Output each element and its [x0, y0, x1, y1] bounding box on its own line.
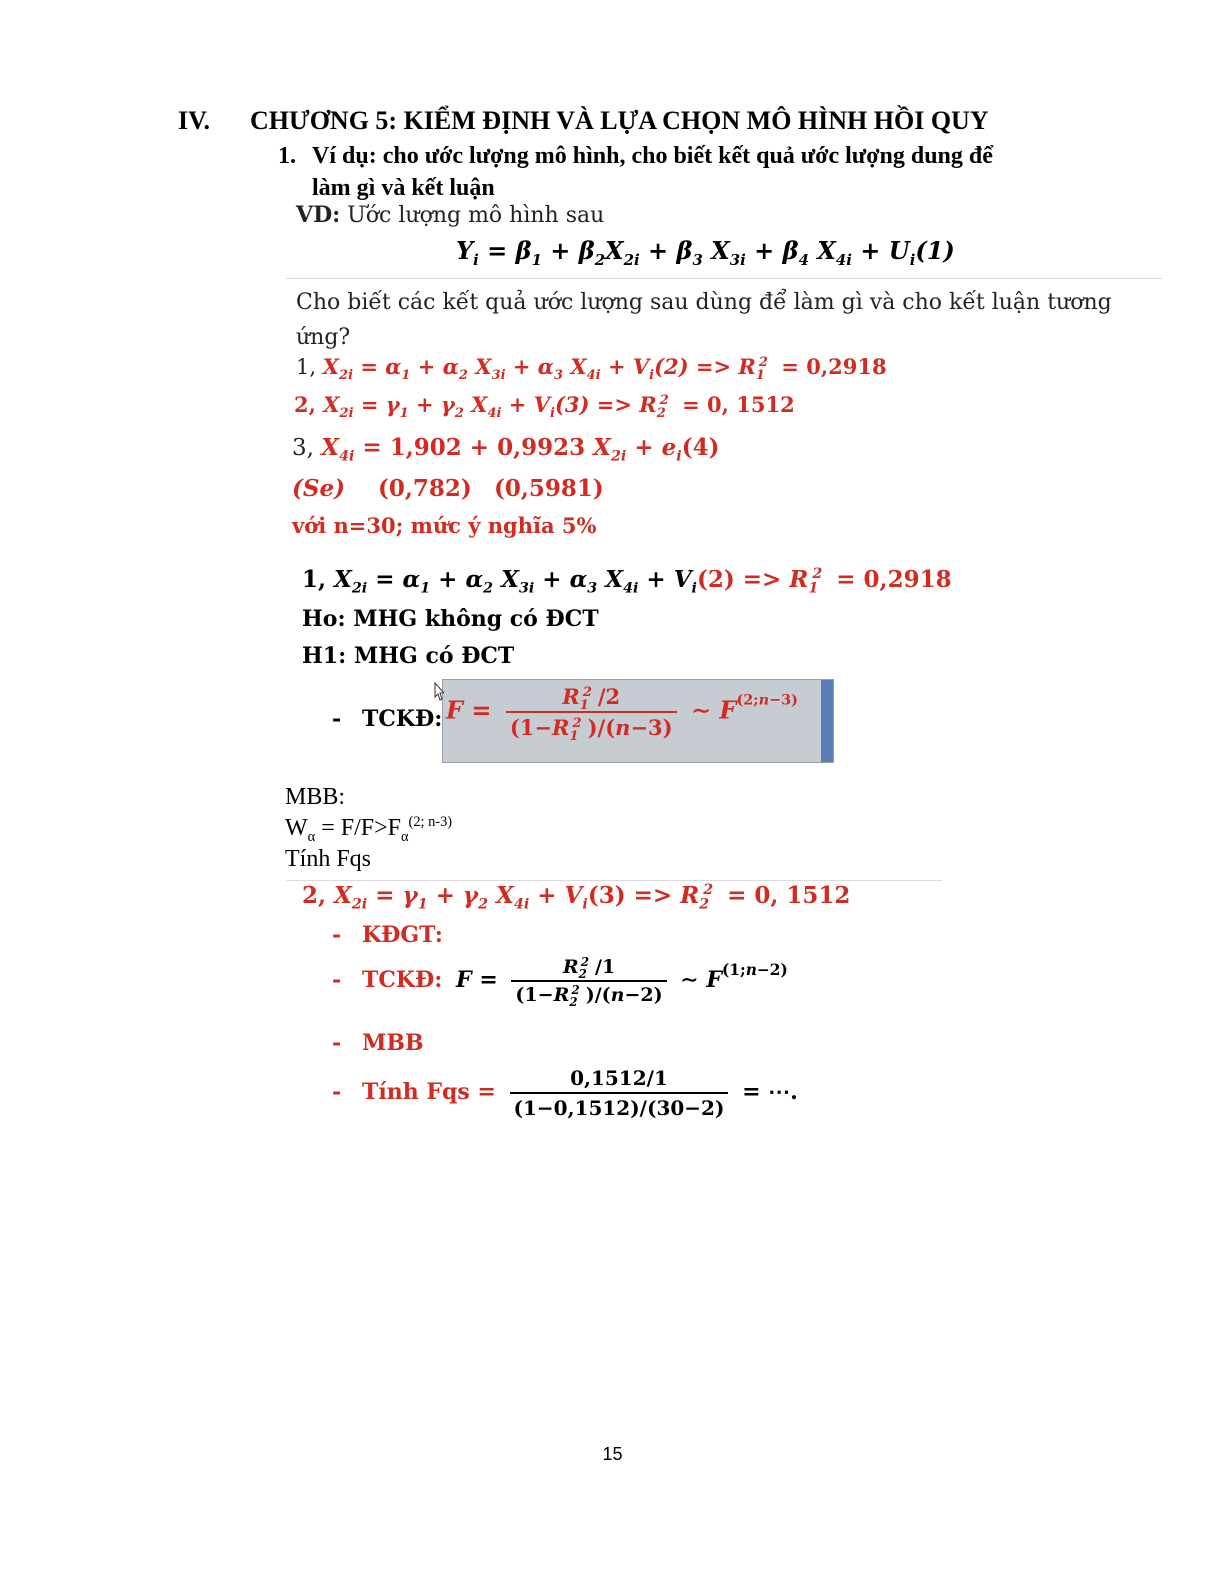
- example-heading: [278, 140, 993, 204]
- se-label: (Se): [292, 475, 346, 502]
- page-number: 15: [602, 1444, 623, 1464]
- mbb-line-2: - MBB: [332, 1030, 424, 1056]
- kdgt-line: - KĐGT:: [332, 922, 443, 948]
- equation-3: 2, $X_{2i} = \gamma_1 + \gamma_2$ $X_{4i} + V_i(3) => R_2^2 = 0$, 1512: [294, 392, 795, 422]
- r1-value: 0,2918: [806, 354, 887, 379]
- f-statistic-formula-1: F = $\frac{R_1^2 /2}{(1-R_1^2 )/(n-3)}$ ∼ $F^{(2;n-3)}$: [446, 684, 798, 745]
- rejection-region: $W_\alpha = F/F>F_\alpha^{(2; n-3)}$: [285, 814, 453, 845]
- item-line-2: làm gì và kết luận: [312, 175, 495, 201]
- divider: [286, 278, 1162, 279]
- hypothesis-h0: Ho: MHG không có ĐCT: [302, 606, 599, 632]
- vd-label: VD:: [296, 202, 341, 228]
- equation-4: 3, $X_{4i} = 1,902 + 0,9923$ $X_{2i} + e_i(4)$: [292, 434, 720, 465]
- tinh-fqs-2-label: Tính Fqs =: [362, 1079, 496, 1105]
- condition: với n=30; mức ý nghĩa 5%: [292, 513, 597, 538]
- wa-w: W: [285, 815, 308, 841]
- item-number: 1.: [278, 143, 296, 169]
- mbb-2-label: MBB: [362, 1030, 424, 1056]
- se-2: (0,5981): [494, 475, 604, 502]
- tckd-1: - TCKĐ:: [332, 706, 443, 732]
- equation-2-repeat: 1, $X_{2i} = \alpha_1 + \alpha_2$ $X_{3i} + \alpha_3$ $X_{4i} + V_i(2) => R_1^2 = 0,2918$: [302, 566, 952, 597]
- model-equation: $Y_i = \beta_1 + \beta_2X_{2i} + \beta_3$ $X_{3i} + \beta_4$ $X_{4i} + U_i(1)$: [456, 236, 955, 269]
- heading-number: IV.: [178, 106, 211, 135]
- scrollbar: [821, 680, 833, 762]
- se-1: (0,782): [378, 475, 472, 502]
- equation-3-repeat: 2, $X_{2i} = \gamma_1 + \gamma_2$ $X_{4i} + V_i(3) => R_2^2 = 0$, 1512: [302, 882, 851, 913]
- hypothesis-h1: H1: MHG có ĐCT: [302, 643, 515, 669]
- vd-text: Ước lượng mô hình sau: [340, 203, 605, 228]
- mbb-label: MBB:: [285, 784, 346, 810]
- tckd-1-label: TCKĐ:: [362, 706, 443, 732]
- item-line-1: Ví dụ: cho ước lượng mô hình, cho biết kết quả ước lượng dung để: [312, 143, 993, 169]
- fqs-calculation: - Tính Fqs = $\frac{0,1512/1}{(1-0,1512)/(30-2)}$ = ⋯.: [332, 1066, 798, 1120]
- tckd-2-label: TCKĐ:: [362, 967, 443, 993]
- mouse-cursor-icon: [434, 682, 444, 702]
- calc-numerator: 0,1512/1: [510, 1066, 729, 1094]
- vd-line: [296, 202, 604, 228]
- se-row: [292, 475, 604, 502]
- calc-result: = ⋯.: [742, 1079, 798, 1105]
- heading-text: CHƯƠNG 5: KIỂM ĐỊNH VÀ LỰA CHỌN MÔ HÌNH HỒI QUY: [250, 106, 989, 135]
- chapter-heading: [178, 106, 989, 136]
- tinh-fqs: Tính Fqs: [285, 846, 372, 872]
- question-text: Cho biết các kết quả ước lượng sau dùng để làm gì và cho kết luận tương ứng?: [296, 290, 1112, 350]
- divider-2: [286, 880, 942, 881]
- tckd-2: - TCKĐ: F = $\frac{R_2^2 /1}{(1-R_2^2 )/(n-2)}$ ∼ $F^{(1;n-2)}$: [332, 954, 788, 1009]
- kdgt-label: KĐGT:: [362, 922, 443, 948]
- r2-value: 0, 1512: [707, 392, 795, 417]
- e3-const: 1,902: [389, 434, 462, 461]
- equation-2: 1, $X_{2i} = \alpha_1 + \alpha_2$ $X_{3i} + \alpha_3$ $X_{4i} + V_i(2) => R_1^2 = 0,2918$: [296, 354, 887, 384]
- calc-denominator: (1−0,1512)/(30−2): [513, 1096, 725, 1120]
- e3-coef: 0,9923: [497, 434, 586, 461]
